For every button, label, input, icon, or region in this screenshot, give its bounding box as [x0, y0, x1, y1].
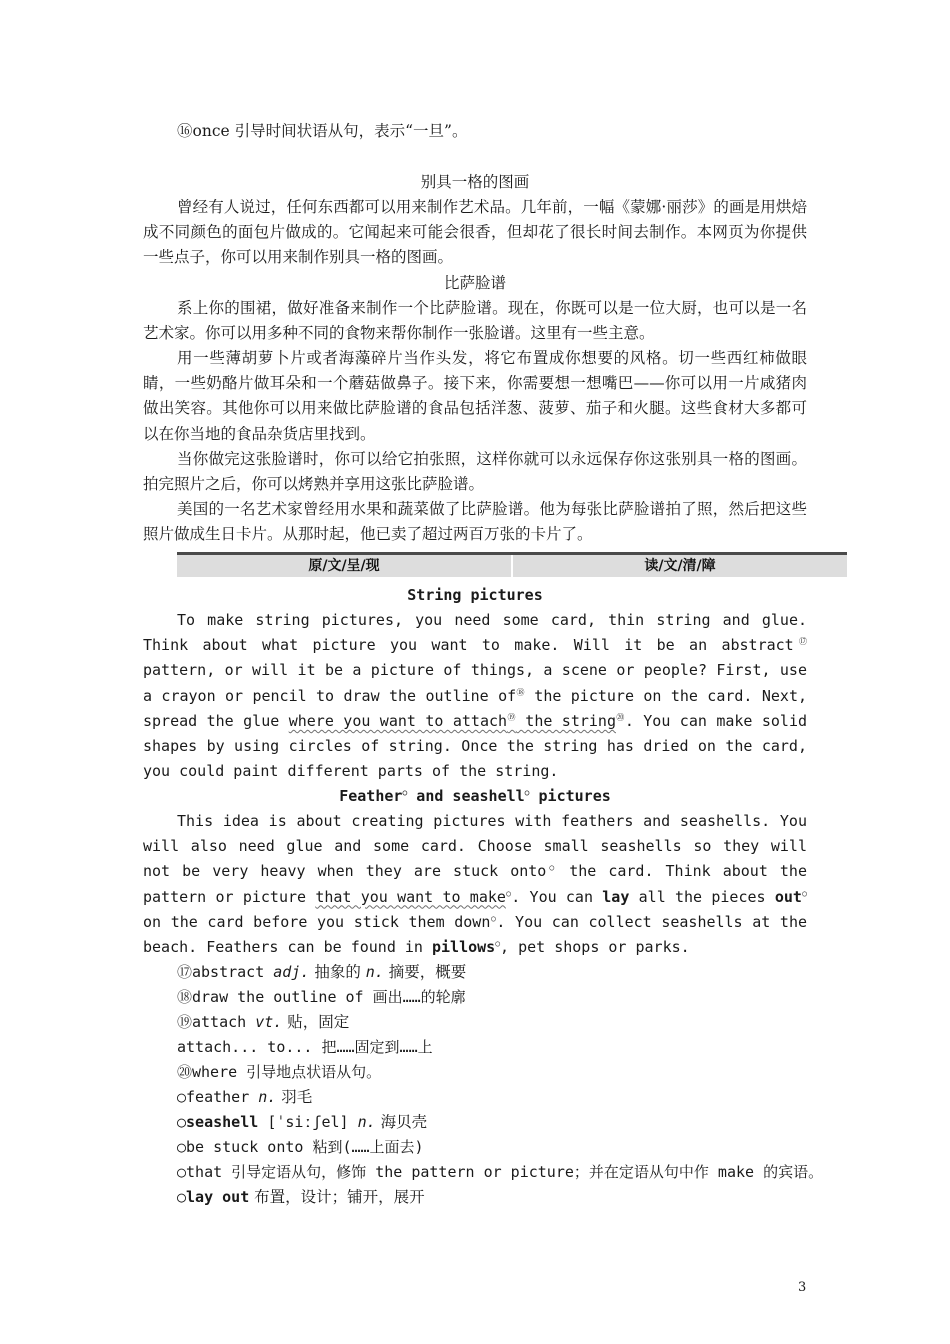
translation-paragraph-2: 系上你的围裙，做好准备来制作一个比萨脸谱。现在，你既可以是一位大厨，也可以是一名艺术家。你可以用多种不同的食物来帮你制作一张脸谱。这里有一些主意。: [143, 299, 807, 343]
keyword-pillows: pillows: [431, 938, 496, 957]
string-pictures-title: String pictures: [407, 586, 543, 604]
string-pictures-paragraph: To make string pictures, you need some card, thin string and glue. Think about what picture you want to make. Will it be an abstract⑰ pattern, or will it be a picture of things, a scene or people? First, use a crayon or pencil to draw the outline of⑱ the picture on the card. Next, spread the glue where you want to attach⑲ the string⑳. You can make solid shapes by using circles of string. Once the string has dried on the card, you could paint different parts of the string.: [143, 611, 808, 781]
grammar-note-that: ○that 引导定语从句，修饰 the pattern or picture；并在定语从句中作 make 的宾语。: [177, 1163, 824, 1181]
original-text-header: 原/文/呈/现: [308, 558, 380, 574]
footnote-marker-19: ⑲: [507, 712, 516, 722]
vocab-note-attach-to: attach... to... 把……固定到……上: [177, 1038, 433, 1056]
grammar-note-where: ⑳where 引导地点状语从句。: [177, 1063, 382, 1081]
section-header-bar: [177, 552, 847, 577]
translation-subtitle: 比萨脸谱: [443, 274, 506, 292]
feather-pictures-title: Feather○ and seashell○ pictures: [339, 787, 611, 805]
vocab-note-attach: ⑲attach vt. 贴，固定: [177, 1013, 350, 1031]
feather-pictures-paragraph: This idea is about creating pictures with feathers and seashells. You will also need glue and some card. Choose small seashells so they will not be very heavy when they are stuck onto○ the card. Think about the pattern or picture that you want to make○. You can lay all the pieces out○ on the card before you stick them down○. You can collect seashells at the beach. Feathers can be found in pillows○, pet shops or parks.: [143, 812, 808, 957]
vocab-note-draw-outline: ⑱draw the outline of 画出……的轮廓: [177, 988, 466, 1006]
translation-title: 别具一格的图画: [420, 173, 530, 191]
vocab-note-seashell: ○seashell [ˈsiːʃel] n. 海贝壳: [177, 1113, 428, 1131]
footnote-marker-18: ⑱: [516, 687, 525, 697]
note-once: ⑯once 引导时间状语从句，表示“一旦”。: [177, 122, 468, 140]
underlined-clause-where: where you want to attach⑲ the string: [288, 711, 616, 730]
page-number: 3: [798, 1280, 807, 1295]
translation-paragraph-3: 用一些薄胡萝卜片或者海藻碎片当作头发，将它布置成你想要的风格。切一些西红柿做眼睛，一些奶酪片做耳朵和一个蘑菇做鼻子。接下来，你需要想一想嘴巴——你可以用一片咸猪肉做出笑容。其他你可以用来做比萨脸谱的食品包括洋葱、菠萝、茄子和火腿。这些食材大多都可以在你当地的食品杂货店里找到。: [143, 349, 807, 443]
translation-paragraph-4: 当你做完这张脸谱时，你可以给它拍张照，这样你就可以永远保存你这张别具一格的图画。拍完照片之后，你可以烤熟并享用这张比萨脸谱。: [143, 450, 807, 494]
vocab-note-stuck-onto: ○be stuck onto 粘到(……上面去): [177, 1138, 424, 1156]
footnote-marker-17: ⑰: [793, 637, 808, 647]
vocab-note-lay-out: ○lay out 布置，设计；铺开，展开: [177, 1188, 425, 1206]
vocab-note-feather: ○feather n. 羽毛: [177, 1088, 313, 1106]
keyword-lay: lay: [602, 887, 630, 906]
translation-paragraph-1: 曾经有人说过，任何东西都可以用来制作艺术品。几年前，一幅《蒙娜·丽莎》的画是用烘焙成不同颜色的面包片做成的。它闻起来可能会很香，但却花了很长时间去制作。本网页为你提供一些点子，你可以用来制作别具一格的图画。: [143, 198, 807, 267]
reading-aid-header: 读/文/清/障: [644, 558, 716, 574]
underlined-clause-that: that you want to make: [315, 887, 506, 906]
footnote-marker-20: ⑳: [616, 712, 625, 722]
translation-paragraph-5: 美国的一名艺术家曾经用水果和蔬菜做了比萨脸谱。他为每张比萨脸谱拍了照，然后把这些照片做成生日卡片。从那时起，他已卖了超过两百万张的卡片了。: [143, 500, 807, 544]
keyword-out: out: [774, 887, 802, 906]
vocab-note-abstract: ⑰abstract adj. 抽象的 n. 摘要，概要: [177, 963, 467, 981]
